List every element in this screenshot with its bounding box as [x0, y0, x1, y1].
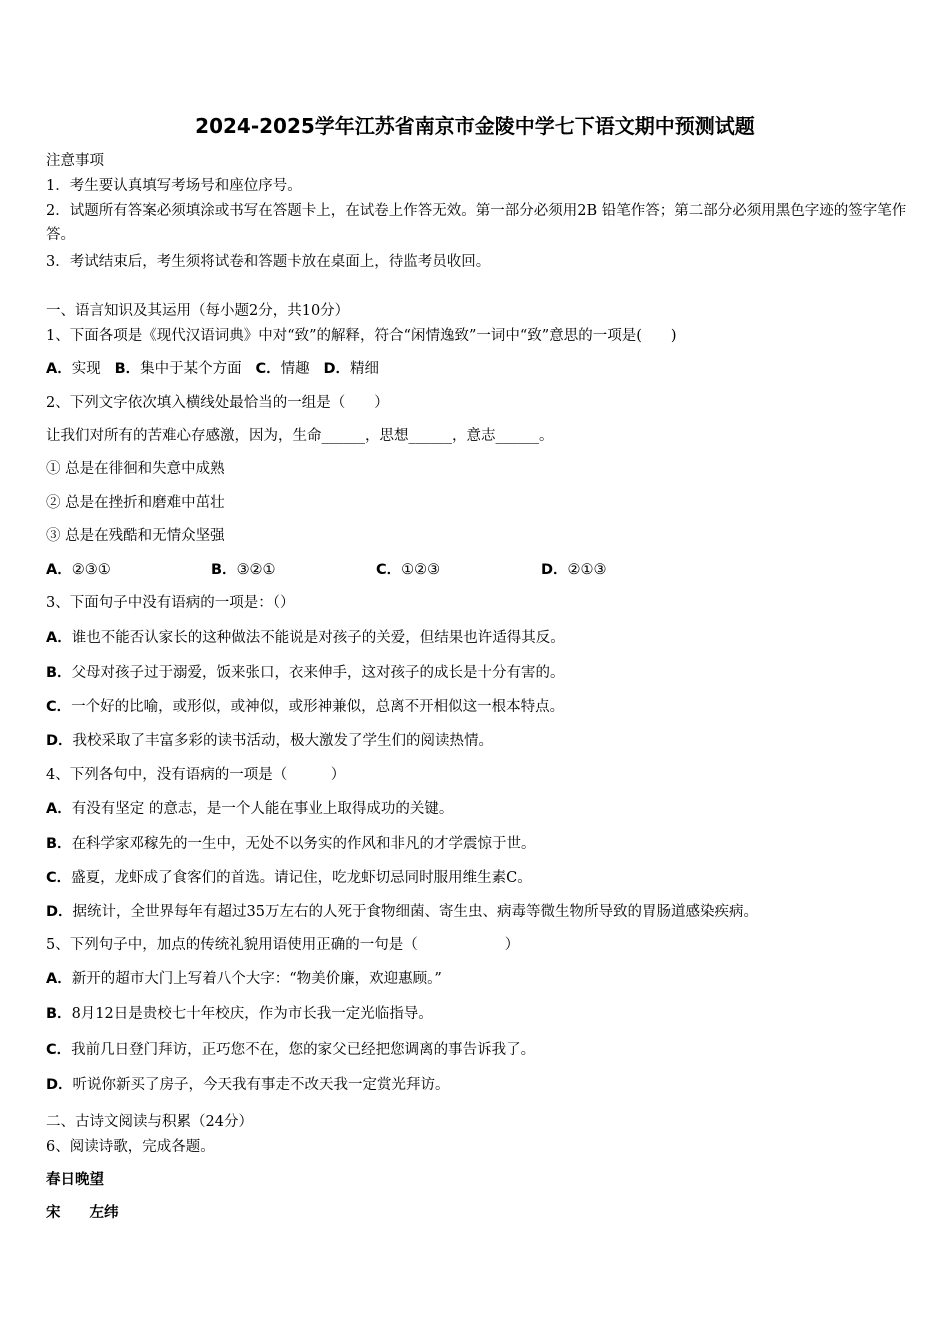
- q3-option-c: [46, 697, 564, 717]
- q4-option-d-label: D．: [46, 904, 73, 920]
- q2-choice-3: ③ 总是在残酷和无情众坚强: [46, 528, 225, 544]
- q3-option-d-text: 我校采取了丰富多彩的读书活动，极大激发了学生们的阅读热情。: [72, 733, 494, 749]
- q2-option-a-label: A．: [46, 562, 72, 578]
- q2-options: [46, 560, 607, 580]
- q4-option-b-label: B．: [46, 836, 72, 852]
- q4-option-b-text: 在科学家邓稼先的一生中，无处不以务实的作风和非凡的才学震惊于世。: [71, 836, 536, 852]
- poem-author: 宋 左纬: [46, 1204, 119, 1221]
- q1-option-a-label: A．: [46, 361, 72, 377]
- q4-option-a-text: 有没有坚定 的意志，是一个人能在事业上取得成功的关键。: [71, 801, 454, 817]
- q5-stem: 5、下列句子中，加点的传统礼貌用语使用正确的一句是（ ）: [46, 937, 520, 953]
- q1-option-c-text: 情趣: [280, 361, 310, 377]
- q5-option-a-text: 新开的超市大门上写着八个大字：“物美价廉，欢迎惠顾。”: [71, 971, 442, 987]
- page-title: 2024-2025学年江苏省南京市金陵中学七下语文期中预测试题: [195, 114, 755, 138]
- q2-option-c-label: C．: [376, 562, 402, 578]
- q2-choice-2: ② 总是在挫折和磨难中茁壮: [46, 495, 225, 511]
- q2-choice-1: ① 总是在徘徊和失意中成熟: [46, 461, 225, 477]
- q2-passage: 让我们对所有的苦难心存感激，因为，生命______，思想______，意志______。: [46, 428, 554, 444]
- q4-stem: 4、下列各句中，没有语病的一项是（ ）: [46, 767, 346, 783]
- notice-heading: 注意事项: [46, 153, 104, 169]
- q4-option-d-text: 据统计，全世界每年有超过35万左右的人死于食物细菌、寄生虫、病毒等微生物所导致的胃肠道感染疾病。: [72, 904, 758, 920]
- q1-options: [46, 359, 379, 379]
- q5-option-d-text: 听说你新买了房子，今天我有事走不改天我一定赏光拜访。: [72, 1077, 450, 1093]
- q4-option-d: [46, 902, 758, 922]
- section2-heading: 二、古诗文阅读与积累（24分）: [46, 1114, 253, 1130]
- q4-option-b: [46, 834, 536, 854]
- q3-option-c-label: C．: [46, 699, 72, 715]
- q5-option-d-label: D．: [46, 1077, 73, 1093]
- q1-stem: 1、下面各项是《现代汉语词典》中对“致”的解释，符合“闲情逸致”一词中“致”意思的一项是( ): [46, 328, 677, 344]
- q2-option-c-text: ①②③: [401, 562, 441, 578]
- q3-option-a: [46, 628, 565, 648]
- q3-option-a-text: 谁也不能否认家长的这种做法不能说是对孩子的关爱，但结果也许适得其反。: [71, 630, 565, 646]
- q2-option-b-label: B．: [211, 562, 237, 578]
- q5-option-a: [46, 969, 442, 989]
- q1-option-b-text: 集中于某个方面: [140, 361, 242, 377]
- q5-option-c-text: 我前几日登门拜访，正巧您不在，您的家父已经把您调离的事告诉我了。: [71, 1042, 536, 1058]
- q2-option-d-label: D．: [541, 562, 568, 578]
- q5-option-a-label: A．: [46, 971, 72, 987]
- q3-option-d-label: D．: [46, 733, 73, 749]
- notice-item-1: 1．考生要认真填写考场号和座位序号。: [46, 178, 302, 194]
- q5-option-c-label: C．: [46, 1042, 72, 1058]
- q6-stem: 6、阅读诗歌，完成各题。: [46, 1139, 215, 1155]
- q1-option-b-label: B．: [114, 361, 141, 377]
- q5-option-c: [46, 1040, 535, 1060]
- q5-option-b-label: B．: [46, 1006, 72, 1022]
- notice-item-2: 2．试题所有答案必须填涂或书写在答题卡上，在试卷上作答无效。第一部分必须用2B 铅笔作答；第二部分必须用黑色字迹的签字笔作答。: [46, 203, 907, 243]
- q3-option-a-label: A．: [46, 630, 72, 646]
- q2-option-d-text: ②①③: [567, 562, 607, 578]
- q1-option-a-text: 实现: [71, 361, 101, 377]
- q4-option-a-label: A．: [46, 801, 72, 817]
- q2-option-a-text: ②③①: [71, 562, 111, 578]
- q3-option-b-label: B．: [46, 665, 72, 681]
- section1-heading: 一、语言知识及其运用（每小题2分，共10分）: [46, 303, 350, 319]
- q2-stem: 2、下列文字依次填入横线处最恰当的一组是（ ）: [46, 395, 389, 411]
- q3-option-b-text: 父母对孩子过于溺爱，饭来张口，衣来伸手，这对孩子的成长是十分有害的。: [71, 665, 565, 681]
- q4-option-c-text: 盛夏，龙虾成了食客们的首选。请记住，吃龙虾切忌同时服用维生素C。: [71, 870, 532, 886]
- q5-option-b-text: 8月12日是贵校七十年校庆，作为市长我一定光临指导。: [71, 1006, 433, 1022]
- q3-option-c-text: 一个好的比喻，或形似，或神似，或形神兼似，总离不开相似这一根本特点。: [71, 699, 565, 715]
- q1-option-c-label: C．: [255, 361, 281, 377]
- q1-option-d-text: 精细: [349, 361, 379, 377]
- q3-option-d: [46, 731, 493, 751]
- q5-option-b: [46, 1004, 433, 1024]
- q5-option-d: [46, 1075, 450, 1095]
- q4-option-c-label: C．: [46, 870, 72, 886]
- q1-option-d-label: D．: [323, 361, 350, 377]
- q4-option-a: [46, 799, 453, 819]
- q4-option-c: [46, 868, 532, 888]
- notice-item-3: 3．考试结束后，考生须将试卷和答题卡放在桌面上，待监考员收回。: [46, 254, 491, 270]
- q3-option-b: [46, 663, 565, 683]
- q3-stem: 3、下面句子中没有语病的一项是：（）: [46, 595, 295, 611]
- poem-title: 春日晚望: [46, 1171, 104, 1188]
- q2-option-b-text: ③②①: [236, 562, 276, 578]
